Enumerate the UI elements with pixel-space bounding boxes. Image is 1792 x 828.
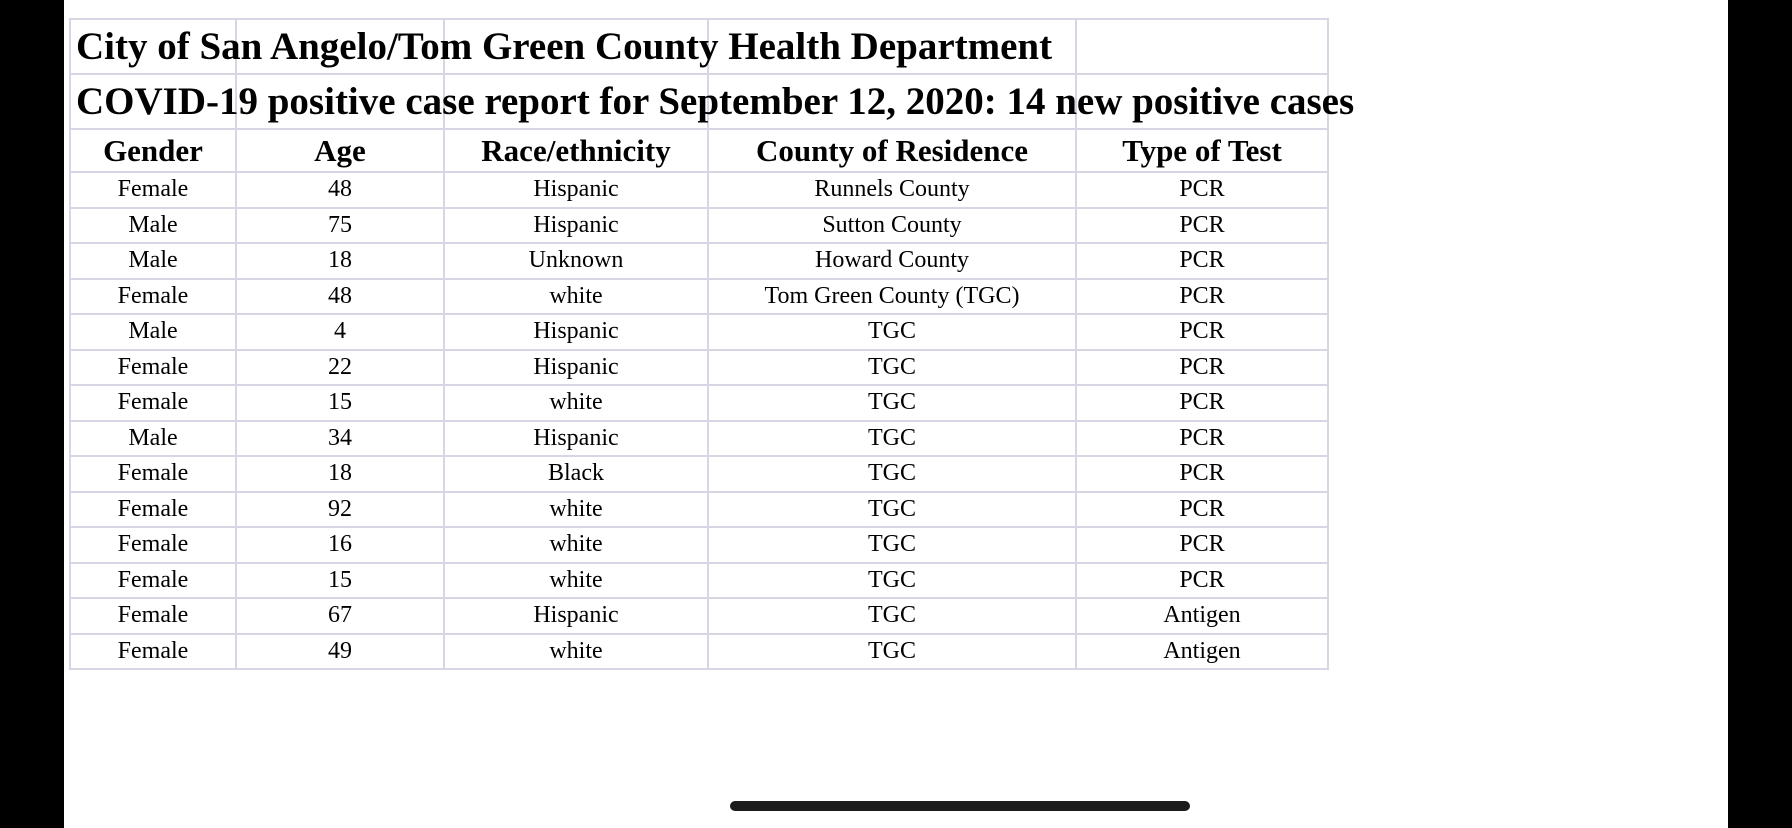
gender-cell[interactable]: Female xyxy=(70,563,236,599)
column-header-age[interactable]: Age xyxy=(236,129,444,172)
race-cell[interactable]: white xyxy=(444,634,708,670)
table-row xyxy=(70,456,1328,492)
table-row xyxy=(70,208,1328,244)
county-cell[interactable]: TGC xyxy=(708,314,1076,350)
column-header-row xyxy=(70,129,1328,172)
test-type-cell[interactable]: PCR xyxy=(1076,279,1328,315)
gender-cell[interactable]: Female xyxy=(70,172,236,208)
gender-cell[interactable]: Female xyxy=(70,385,236,421)
county-cell[interactable]: Tom Green County (TGC) xyxy=(708,279,1076,315)
race-cell[interactable]: Hispanic xyxy=(444,598,708,634)
county-cell[interactable]: Howard County xyxy=(708,243,1076,279)
gender-cell[interactable]: Female xyxy=(70,279,236,315)
race-cell[interactable]: Unknown xyxy=(444,243,708,279)
column-header-gender[interactable]: Gender xyxy=(70,129,236,172)
gender-cell[interactable]: Male xyxy=(70,243,236,279)
race-cell[interactable]: white xyxy=(444,279,708,315)
report-subtitle: COVID-19 positive case report for September 12, 2020: 14 new positive cases xyxy=(76,80,1355,123)
race-cell[interactable]: white xyxy=(444,492,708,528)
age-cell[interactable]: 4 xyxy=(236,314,444,350)
table-row xyxy=(70,385,1328,421)
table-row xyxy=(70,172,1328,208)
test-type-cell[interactable]: PCR xyxy=(1076,421,1328,457)
table-row xyxy=(70,350,1328,386)
county-cell[interactable]: TGC xyxy=(708,598,1076,634)
age-cell[interactable]: 75 xyxy=(236,208,444,244)
report-title: City of San Angelo/Tom Green County Health Department xyxy=(76,25,1053,68)
title-cell-a2[interactable] xyxy=(70,74,1355,129)
race-cell[interactable]: Hispanic xyxy=(444,350,708,386)
gender-cell[interactable]: Female xyxy=(70,634,236,670)
test-type-cell[interactable]: PCR xyxy=(1076,563,1328,599)
county-cell[interactable]: TGC xyxy=(708,456,1076,492)
gender-cell[interactable]: Female xyxy=(70,598,236,634)
table-row xyxy=(70,527,1328,563)
race-cell[interactable]: white xyxy=(444,563,708,599)
age-cell[interactable]: 49 xyxy=(236,634,444,670)
test-type-cell[interactable]: PCR xyxy=(1076,385,1328,421)
test-type-cell[interactable]: PCR xyxy=(1076,208,1328,244)
test-type-cell[interactable]: Antigen xyxy=(1076,598,1328,634)
age-cell[interactable]: 18 xyxy=(236,243,444,279)
race-cell[interactable]: Hispanic xyxy=(444,172,708,208)
case-report-table xyxy=(69,18,1355,670)
gender-cell[interactable]: Female xyxy=(70,456,236,492)
age-cell[interactable]: 18 xyxy=(236,456,444,492)
gender-cell[interactable]: Male xyxy=(70,208,236,244)
age-cell[interactable]: 48 xyxy=(236,172,444,208)
column-header-race-ethnicity[interactable]: Race/ethnicity xyxy=(444,129,708,172)
test-type-cell[interactable]: PCR xyxy=(1076,172,1328,208)
age-cell[interactable]: 34 xyxy=(236,421,444,457)
county-cell[interactable]: TGC xyxy=(708,421,1076,457)
table-row xyxy=(70,634,1328,670)
table-row xyxy=(70,421,1328,457)
title-row-1 xyxy=(70,19,1328,74)
test-type-cell[interactable]: PCR xyxy=(1076,527,1328,563)
age-cell[interactable]: 15 xyxy=(236,563,444,599)
test-type-cell[interactable]: PCR xyxy=(1076,243,1328,279)
county-cell[interactable]: Runnels County xyxy=(708,172,1076,208)
table-row xyxy=(70,598,1328,634)
race-cell[interactable]: Black xyxy=(444,456,708,492)
title-row-2 xyxy=(70,74,1328,129)
county-cell[interactable]: Sutton County xyxy=(708,208,1076,244)
table-row xyxy=(70,563,1328,599)
age-cell[interactable]: 48 xyxy=(236,279,444,315)
age-cell[interactable]: 15 xyxy=(236,385,444,421)
test-type-cell[interactable]: PCR xyxy=(1076,492,1328,528)
race-cell[interactable]: Hispanic xyxy=(444,314,708,350)
race-cell[interactable]: white xyxy=(444,385,708,421)
table-row xyxy=(70,314,1328,350)
test-type-cell[interactable]: PCR xyxy=(1076,350,1328,386)
county-cell[interactable]: TGC xyxy=(708,527,1076,563)
test-type-cell[interactable]: PCR xyxy=(1076,456,1328,492)
county-cell[interactable]: TGC xyxy=(708,634,1076,670)
column-header-county[interactable]: County of Residence xyxy=(708,129,1076,172)
county-cell[interactable]: TGC xyxy=(708,563,1076,599)
race-cell[interactable]: Hispanic xyxy=(444,421,708,457)
title-cell-a1[interactable] xyxy=(70,19,1053,74)
title-cell-e1[interactable] xyxy=(1076,19,1328,74)
age-cell[interactable]: 22 xyxy=(236,350,444,386)
home-indicator-bar[interactable] xyxy=(730,801,1190,811)
test-type-cell[interactable]: PCR xyxy=(1076,314,1328,350)
race-cell[interactable]: white xyxy=(444,527,708,563)
county-cell[interactable]: TGC xyxy=(708,350,1076,386)
gender-cell[interactable]: Female xyxy=(70,492,236,528)
gender-cell[interactable]: Male xyxy=(70,421,236,457)
spreadsheet-view xyxy=(64,0,1728,828)
table-row xyxy=(70,492,1328,528)
test-type-cell[interactable]: Antigen xyxy=(1076,634,1328,670)
age-cell[interactable]: 67 xyxy=(236,598,444,634)
age-cell[interactable]: 92 xyxy=(236,492,444,528)
gender-cell[interactable]: Female xyxy=(70,527,236,563)
table-row xyxy=(70,279,1328,315)
county-cell[interactable]: TGC xyxy=(708,492,1076,528)
gender-cell[interactable]: Male xyxy=(70,314,236,350)
race-cell[interactable]: Hispanic xyxy=(444,208,708,244)
column-header-test-type[interactable]: Type of Test xyxy=(1076,129,1328,172)
table-row xyxy=(70,243,1328,279)
gender-cell[interactable]: Female xyxy=(70,350,236,386)
age-cell[interactable]: 16 xyxy=(236,527,444,563)
county-cell[interactable]: TGC xyxy=(708,385,1076,421)
